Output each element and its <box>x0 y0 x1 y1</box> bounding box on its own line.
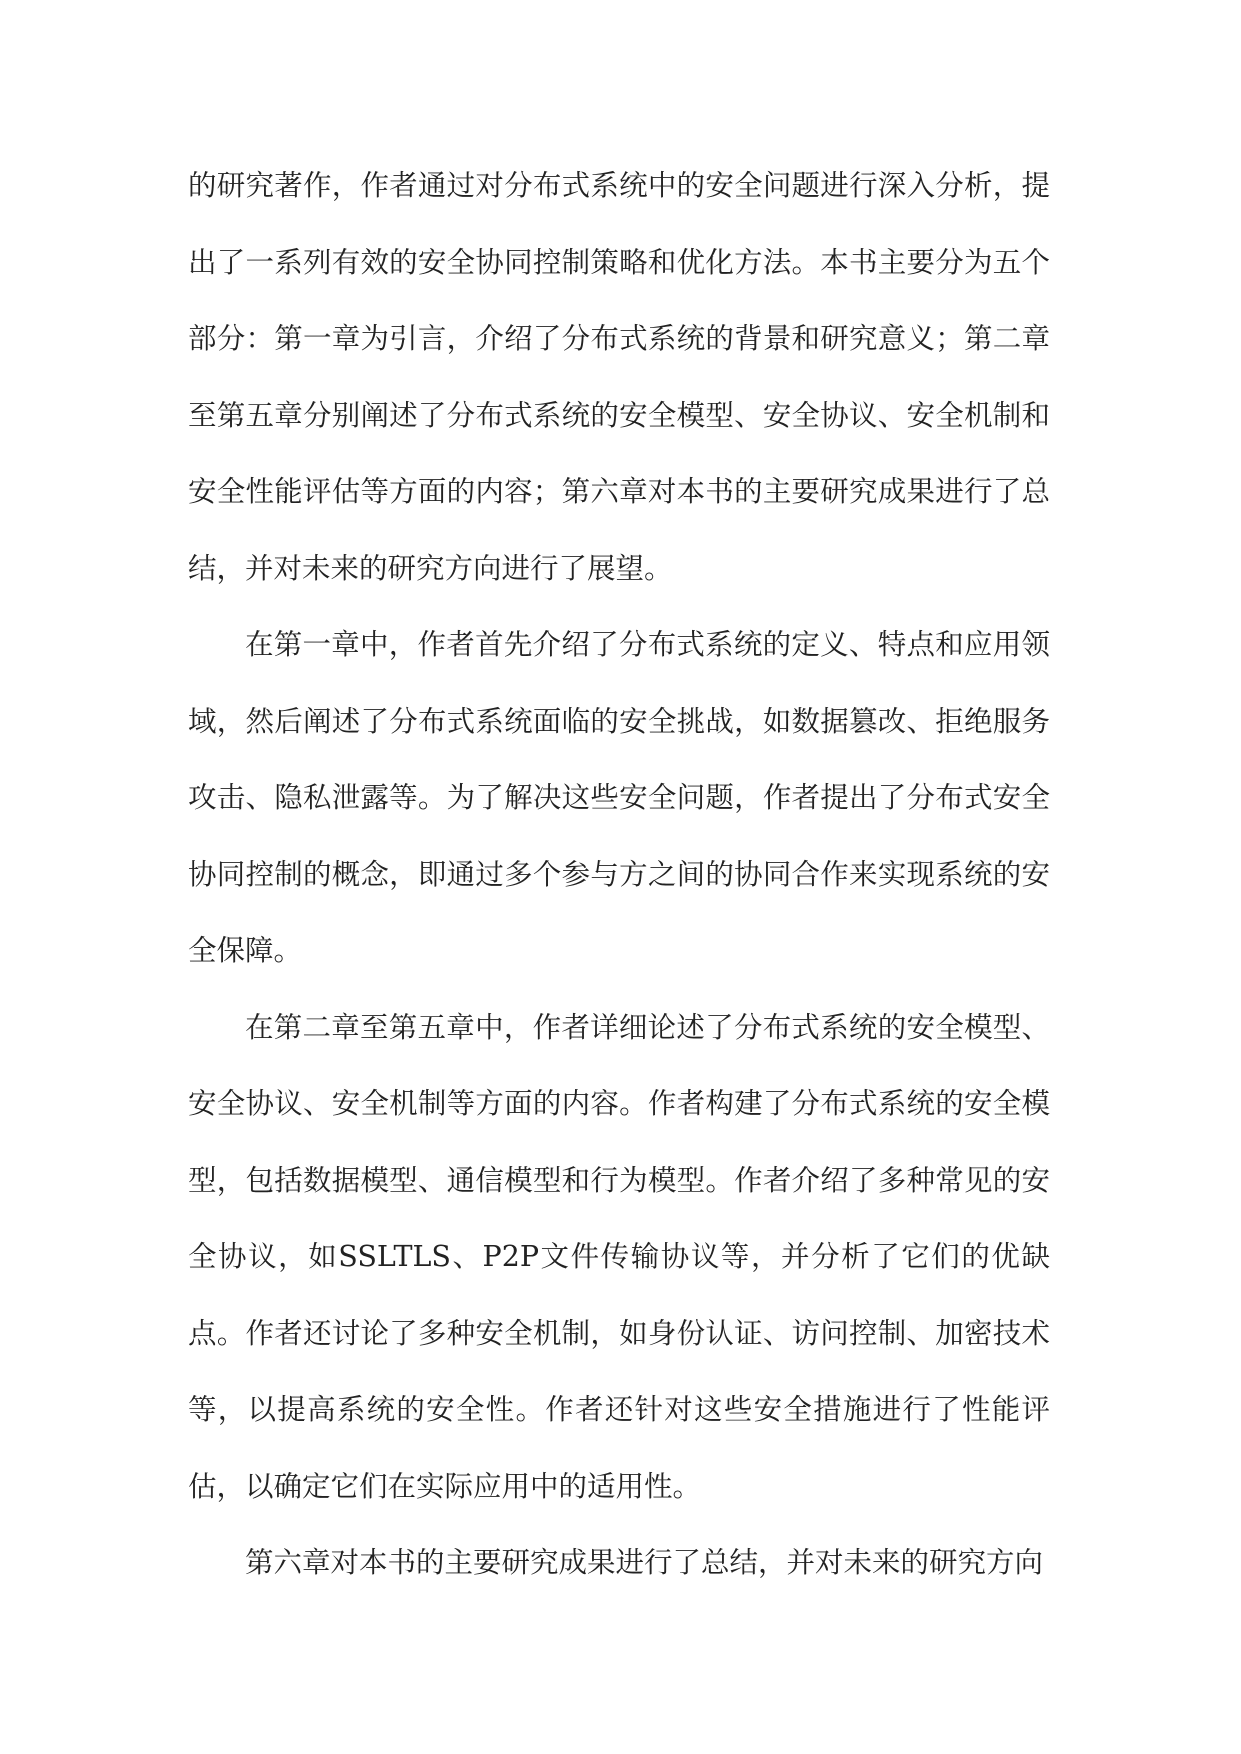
document-body <box>188 148 1050 1602</box>
paragraph-chapter-six: 第六章对本书的主要研究成果进行了总结，并对未来的研究方向 <box>245 1546 1044 1579</box>
paragraph-chapters-two-to-five: 在第二章至第五章中，作者详细论述了分布式系统的安全模型、安全协议、安全机制等方面的内容。作者构建了分布式系统的安全模型，包括数据模型、通信模型和行为模型。作者介绍了多种常见的安全协议，如SSLTLS、P2P文件传输协议等，并分析了它们的优缺点。作者还讨论了多种安全机制，如身份认证、访问控制、加密技术等，以提高系统的安全性。作者还针对这些安全措施进行了性能评估，以确定它们在实际应用中的适用性。 <box>188 1010 1050 1503</box>
paragraph-continued: 的研究著作，作者通过对分布式系统中的安全问题进行深入分析，提出了一系列有效的安全协同控制策略和优化方法。本书主要分为五个部分：第一章为引言，介绍了分布式系统的背景和研究意义；第二章至第五章分别阐述了分布式系统的安全模型、安全协议、安全机制和安全性能评估等方面的内容；第六章对本书的主要研究成果进行了总结，并对未来的研究方向进行了展望。 <box>188 169 1050 585</box>
paragraph-chapter-one: 在第一章中，作者首先介绍了分布式系统的定义、特点和应用领域，然后阐述了分布式系统面临的安全挑战，如数据篡改、拒绝服务攻击、隐私泄露等。为了解决这些安全问题，作者提出了分布式安全协同控制的概念，即通过多个参与方之间的协同合作来实现系统的安全保障。 <box>188 628 1050 967</box>
